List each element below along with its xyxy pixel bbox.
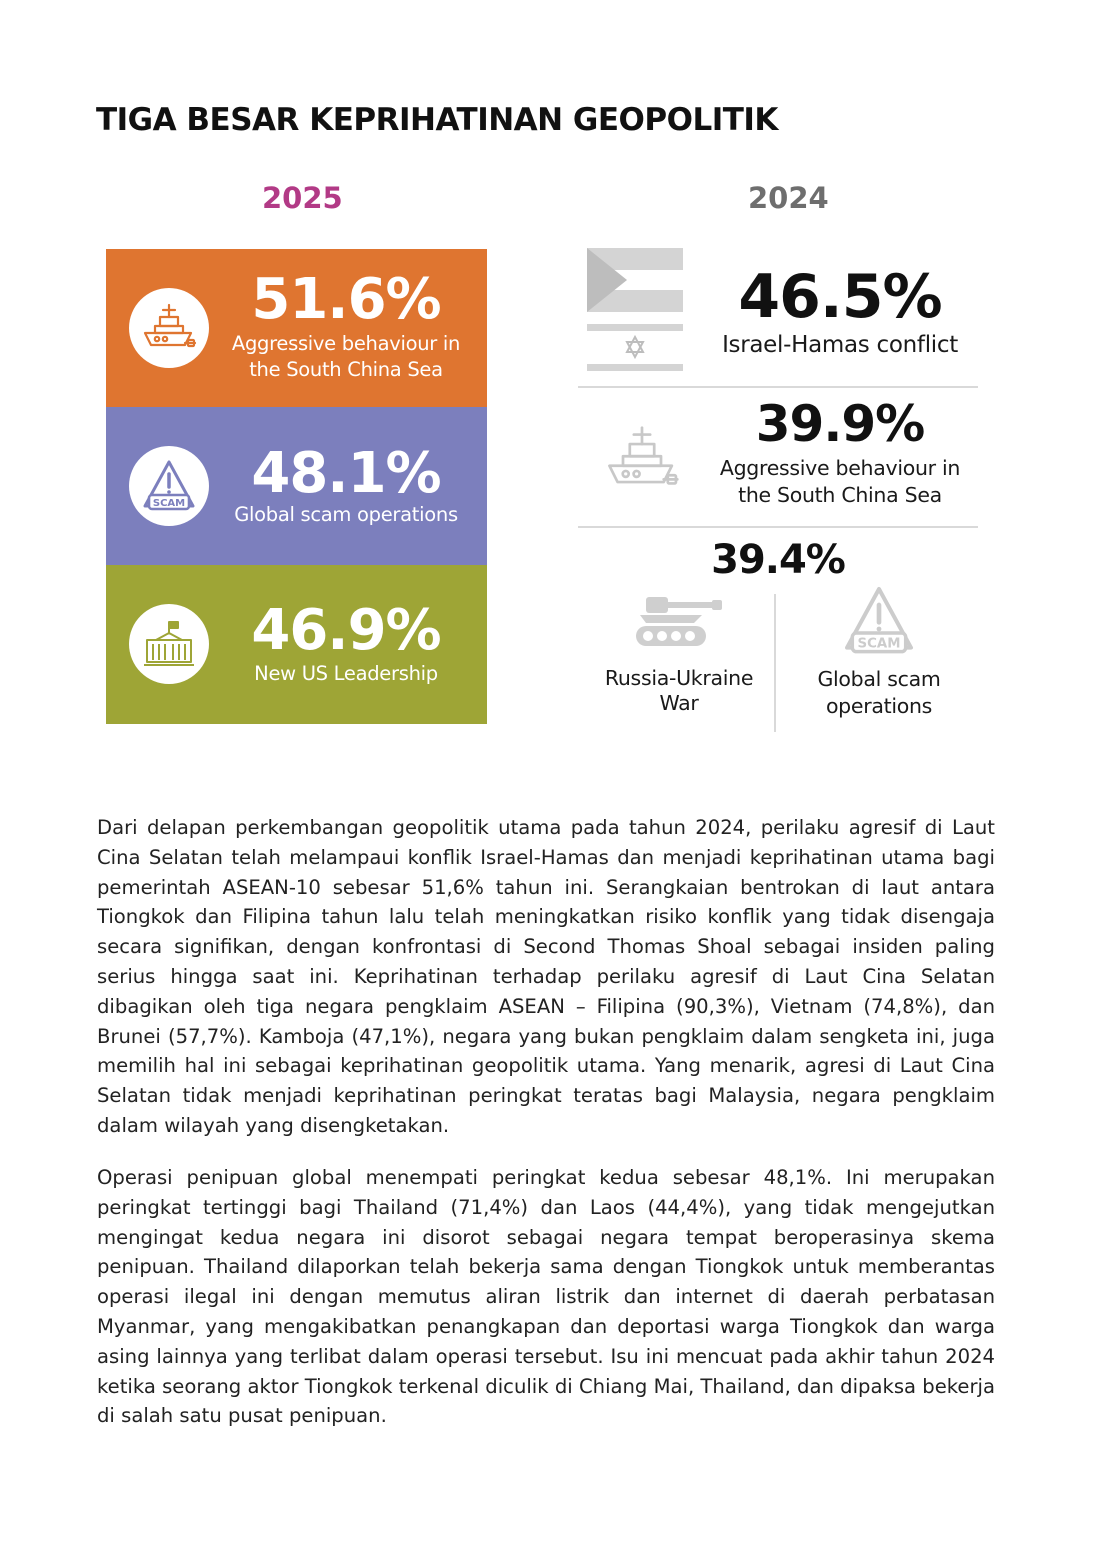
svg-text:SCAM: SCAM [152,498,186,509]
concern-value: 48.1% [251,441,441,506]
white-house-icon-circle [129,604,209,684]
year-2025-heading: 2025 [262,181,343,215]
svg-text:SCAM: SCAM [857,636,901,652]
ship-icon [141,303,197,353]
body-paragraph-1: Dari delapan perkembangan geopolitik utama pada tahun 2024, perilaku agresif di Laut Cina Selatan telah melampaui konflik Israel-Hamas dan menjadi keprihatinan utama bagi pemerintah ASEAN-10 sebesar 51,6% tahun ini. Serangkaian bentrokan di laut antara Tiongkok dan Filipina tahun lalu telah meningkatkan risiko konflik yang tidak disengaja secara signifikan, dengan konfrontasi di Second Thomas Shoal sebagai insiden paling serius hingga saat ini. Keprihatinan terhadap perilaku agresif di Laut Cina Selatan dibagikan oleh tiga negara pengklaim ASEAN – Filipina (90,3%), Vietnam (74,8%), dan Brunei (57,7%). Kamboja (47,1%), negara yang bukan pengklaim dalam sengketa ini, juga memilih hal ini sebagai keprihatinan geopolitik utama. Yang menarik, agresi di Laut Cina Selatan tidak menjadi keprihatinan peringkat teratas bagi Malaysia, negara pengklaim dalam wilayah yang disengketakan. [97,816,995,1137]
concern-value: 46.9% [251,598,441,663]
concern-2025-south-china-sea [106,249,487,407]
scam-icon-circle [129,446,209,526]
scam-warning-icon [839,585,919,657]
flags-icon [587,248,683,374]
year-2024-heading: 2024 [748,181,829,215]
concern-value: 39.9% [755,395,925,453]
concern-label: Israel-Hamas conflict [722,332,958,358]
concern-2025-global-scam [106,407,487,565]
concern-value: 46.5% [738,262,942,332]
page-title: TIGA BESAR KEPRIHATINAN GEOPOLITIK [96,102,778,138]
concern-label: Aggressive behaviour in the South China Sea [231,332,461,381]
tank-icon [632,593,728,653]
ship-icon [604,424,680,494]
concern-label: New US Leadership [254,662,438,685]
concern-label: Global scam operations [234,503,458,526]
concern-label: Aggressive behaviour in the South China Sea [719,456,961,507]
concern-label-russia-ukraine: Russia-Ukraine War [604,666,754,715]
white-house-icon [142,620,196,668]
ship-icon-circle [129,288,209,368]
divider [578,526,978,528]
scam-warning-icon [141,459,197,513]
concern-value: 39.4% [711,537,845,583]
concern-value: 51.6% [251,267,441,332]
divider [578,386,978,388]
divider-vertical [774,594,776,732]
concern-2025-us-leadership [106,565,487,724]
body-paragraph-2: Operasi penipuan global menempati peringkat kedua sebesar 48,1%. Ini merupakan peringkat tertinggi bagi Thailand (71,4%) dan Laos (44,4%), yang tidak mengejutkan mengingat kedua negara ini disorot sebagai negara tempat beroperasinya skema penipuan. Thailand dilaporkan telah bekerja sama dengan Tiongkok untuk memberantas operasi ilegal ini dengan memutus aliran listrik dan internet di daerah perbatasan Myanmar, yang mengakibatkan penangkapan dan deportasi warga Tiongkok dan warga asing lainnya yang terlibat dalam operasi tersebut. Isu ini mencuat pada akhir tahun 2024 ketika seorang aktor Tiongkok terkenal diculik di Chiang Mai, Thailand, dan dipaksa bekerja di salah satu pusat penipuan. [97,1166,995,1428]
concern-label-global-scam: Global scam operations [817,667,941,718]
